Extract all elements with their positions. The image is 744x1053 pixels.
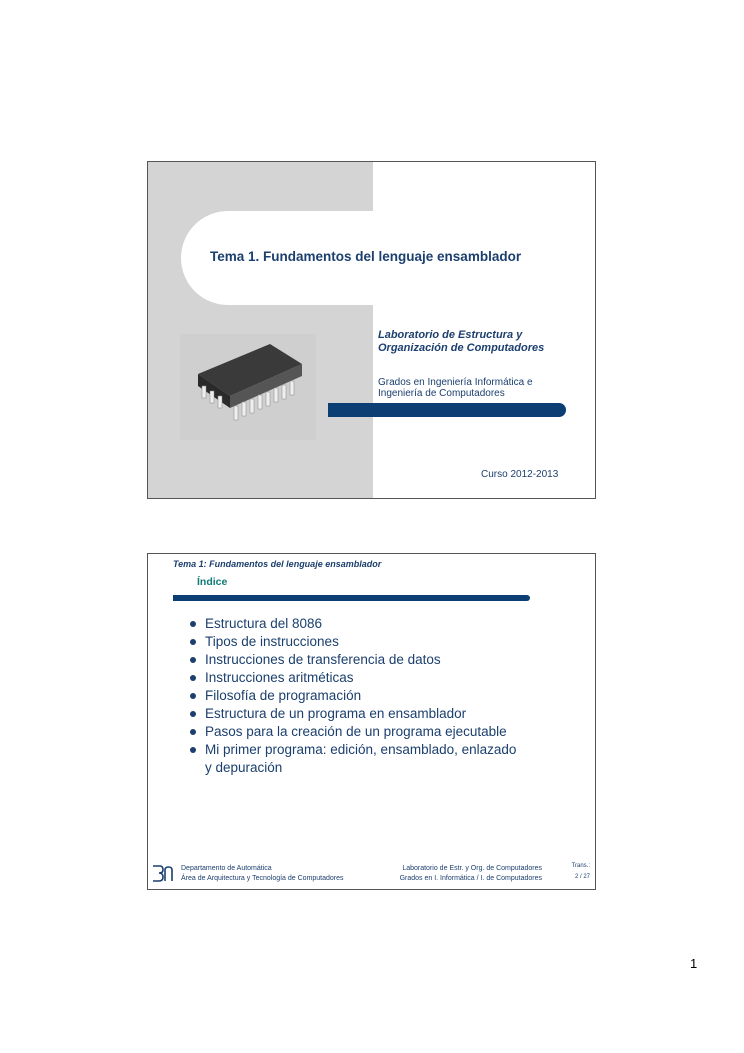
list-item: Tipos de instrucciones bbox=[190, 633, 516, 651]
footer-trans bbox=[572, 861, 590, 883]
index-slide bbox=[147, 553, 596, 890]
list-item: Filosofía de programación bbox=[190, 687, 516, 705]
bullet-icon bbox=[190, 657, 196, 663]
footer-grados: Grados en I. Informática / I. de Computadores bbox=[399, 875, 542, 882]
list-item: Estructura del 8086 bbox=[190, 615, 516, 633]
lab-name-line2: Organización de Computadores bbox=[378, 342, 545, 354]
footer-course bbox=[400, 864, 542, 884]
trans-label: Trans.: bbox=[571, 863, 590, 869]
header-rule bbox=[173, 595, 530, 601]
bullet-icon bbox=[190, 747, 196, 753]
footer-department bbox=[181, 864, 344, 884]
bullet-icon bbox=[190, 693, 196, 699]
lab-name bbox=[378, 329, 544, 355]
list-item: Pasos para la creación de un programa ejecutable bbox=[190, 723, 516, 741]
department-logo-icon bbox=[151, 862, 175, 884]
title-slide bbox=[147, 161, 596, 499]
slide-title: Tema 1. Fundamentos del lenguaje ensamblador bbox=[210, 249, 522, 264]
footer-dept: Departamento de Automática bbox=[181, 865, 272, 872]
list-item: Estructura de un programa en ensamblador bbox=[190, 705, 516, 723]
bullet-icon bbox=[190, 675, 196, 681]
trans-page: 2 / 27 bbox=[574, 874, 590, 880]
page-number: 1 bbox=[690, 956, 698, 971]
footer-area: Área de Arquitectura y Tecnología de Computadores bbox=[181, 875, 344, 882]
chip-image bbox=[180, 334, 316, 440]
bullet-icon bbox=[190, 621, 196, 627]
index-list bbox=[190, 615, 516, 777]
accent-bar bbox=[328, 403, 566, 417]
list-item: Mi primer programa: edición, ensamblado, enlazado bbox=[190, 741, 516, 759]
degrees-line2: Ingeniería de Computadores bbox=[378, 388, 505, 399]
section-title: Índice bbox=[197, 576, 228, 588]
slide-header: Tema 1: Fundamentos del lenguaje ensamblador bbox=[173, 559, 382, 569]
bullet-icon bbox=[190, 729, 196, 735]
degrees-text bbox=[378, 377, 533, 399]
lab-name-line1: Laboratorio de Estructura y bbox=[378, 329, 523, 341]
degrees-line1: Grados en Ingeniería Informática e bbox=[378, 377, 533, 388]
list-item-continuation: y depuración bbox=[205, 760, 283, 775]
course-year: Curso 2012-2013 bbox=[481, 469, 559, 480]
footer-lab: Laboratorio de Estr. y Org. de Computadores bbox=[402, 865, 542, 872]
bullet-icon bbox=[190, 639, 196, 645]
bullet-icon bbox=[190, 711, 196, 717]
list-item: Instrucciones aritméticas bbox=[190, 669, 516, 687]
list-item: Instrucciones de transferencia de datos bbox=[190, 651, 516, 669]
